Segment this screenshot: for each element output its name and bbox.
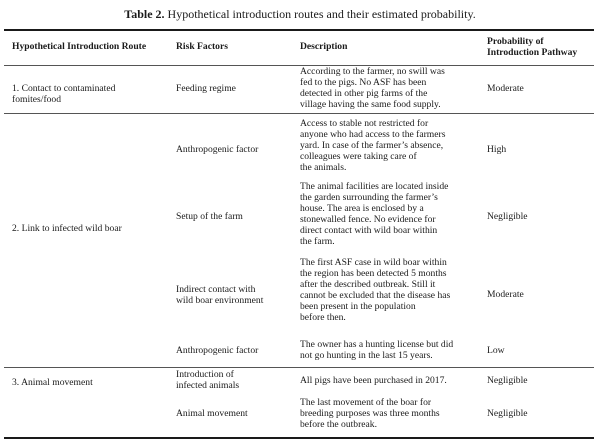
row-1-description-line: According to the farmer, no swill was (300, 66, 445, 77)
row-3-description-line: house. The area is enclosed by a (300, 202, 424, 214)
row-3-probability: Negligible (487, 211, 528, 222)
row-3-description-line: the farm. (300, 235, 335, 247)
row-7-description-line: breeding purposes was three months (300, 407, 440, 419)
row-2-risk-factor (176, 145, 258, 156)
row-4-description (300, 258, 450, 323)
row-1-description-line: fed to the pigs. No ASF has been (300, 76, 427, 88)
row-2-risk-factor-line: Anthropogenic factor (176, 144, 259, 155)
row-6-risk-factor-line: infected animals (176, 379, 240, 391)
row-5-description-line: The owner has a hunting license but did (300, 339, 454, 350)
row-divider (4, 367, 594, 368)
row-6-risk-factor-line: Introduction of (176, 369, 234, 380)
row-3-risk-factor-line: Setup of the farm (176, 211, 243, 222)
route-1-label-line1: 1. Contact to contaminated (12, 83, 116, 94)
table-caption-label: Table 2. (124, 7, 165, 21)
row-7-risk-factor (176, 409, 248, 420)
row-7-risk-factor-line: Animal movement (176, 408, 248, 419)
row-7-description (300, 398, 440, 431)
row-2-description-line: yard. In case of the farmer’s absence, (300, 139, 444, 151)
bottom-rule (4, 437, 594, 439)
row-1-risk-factor-line: Feeding regime (176, 83, 236, 94)
row-1-description (300, 67, 445, 111)
header-route: Hypothetical Introduction Route (12, 41, 147, 52)
row-6-description (300, 376, 447, 387)
row-1-probability: Moderate (487, 83, 524, 94)
row-3-description-line: The animal facilities are located inside (300, 181, 449, 192)
row-4-description-line: before then. (300, 311, 346, 323)
row-5-risk-factor (176, 346, 258, 357)
top-rule (4, 29, 594, 31)
row-4-description-line: after the described outbreak. Still it (300, 278, 436, 290)
row-2-description-line: Access to stable not restricted for (300, 118, 429, 129)
table-caption (0, 7, 600, 21)
row-5-risk-factor-line: Anthropogenic factor (176, 345, 259, 356)
row-3-description (300, 182, 448, 247)
row-4-risk-factor-line: Indirect contact with (176, 284, 256, 295)
row-4-description-line: The first ASF case in wild boar within (300, 257, 447, 268)
row-3-description-line: direct contact with wild boar within (300, 224, 438, 236)
row-1-description-line: detected in other pig farms of the (300, 87, 428, 99)
row-6-description-line: All pigs have been purchased in 2017. (300, 375, 447, 386)
route-2-label: 2. Link to infected wild boar (12, 223, 122, 234)
row-7-probability: Negligible (487, 408, 528, 419)
row-7-description-line: before the outbreak. (300, 418, 377, 430)
row-2-description-line: anyone who had access to the farmers (300, 128, 446, 140)
row-4-risk-factor-line: wild boar environment (176, 294, 264, 306)
row-7-description-line: The last movement of the boar for (300, 397, 432, 408)
row-4-description-line: been present in the population (300, 300, 416, 312)
row-4-description-line: cannot be excluded that the disease has (300, 289, 451, 301)
header-probability-line1: Probability of (487, 36, 544, 47)
row-5-description (300, 340, 453, 362)
row-6-probability: Negligible (487, 375, 528, 386)
header-rule (4, 65, 594, 66)
row-4-probability: Moderate (487, 289, 524, 300)
row-5-description-line: not go hunting in the last 15 years. (300, 349, 433, 361)
row-6-risk-factor (176, 370, 239, 392)
row-4-description-line: the region has been detected 5 months (300, 267, 447, 279)
row-4-risk-factor (176, 285, 263, 307)
row-2-description-line: colleagues were taking care of (300, 150, 417, 162)
route-1-label-line2: fomites/food (12, 94, 62, 105)
row-1-description-line: village having the same food supply. (300, 98, 441, 110)
row-3-description-line: stonewalled fence. No evidence for (300, 213, 436, 225)
row-2-probability: High (487, 144, 507, 155)
route-3-label: 3. Animal movement (12, 377, 93, 388)
row-1-risk-factor (176, 84, 236, 95)
header-description: Description (300, 41, 348, 52)
row-2-description-line: the animals. (300, 161, 347, 173)
row-2-description (300, 119, 445, 174)
row-3-description-line: the garden surrounding the farmer’s (300, 191, 438, 203)
row-5-probability: Low (487, 345, 505, 356)
row-divider (4, 113, 594, 114)
header-risk-factors: Risk Factors (176, 41, 228, 52)
header-probability-line2: Introduction Pathway (487, 47, 578, 58)
table-caption-text: Hypothetical introduction routes and their estimated probability. (167, 7, 476, 21)
row-3-risk-factor (176, 212, 243, 223)
